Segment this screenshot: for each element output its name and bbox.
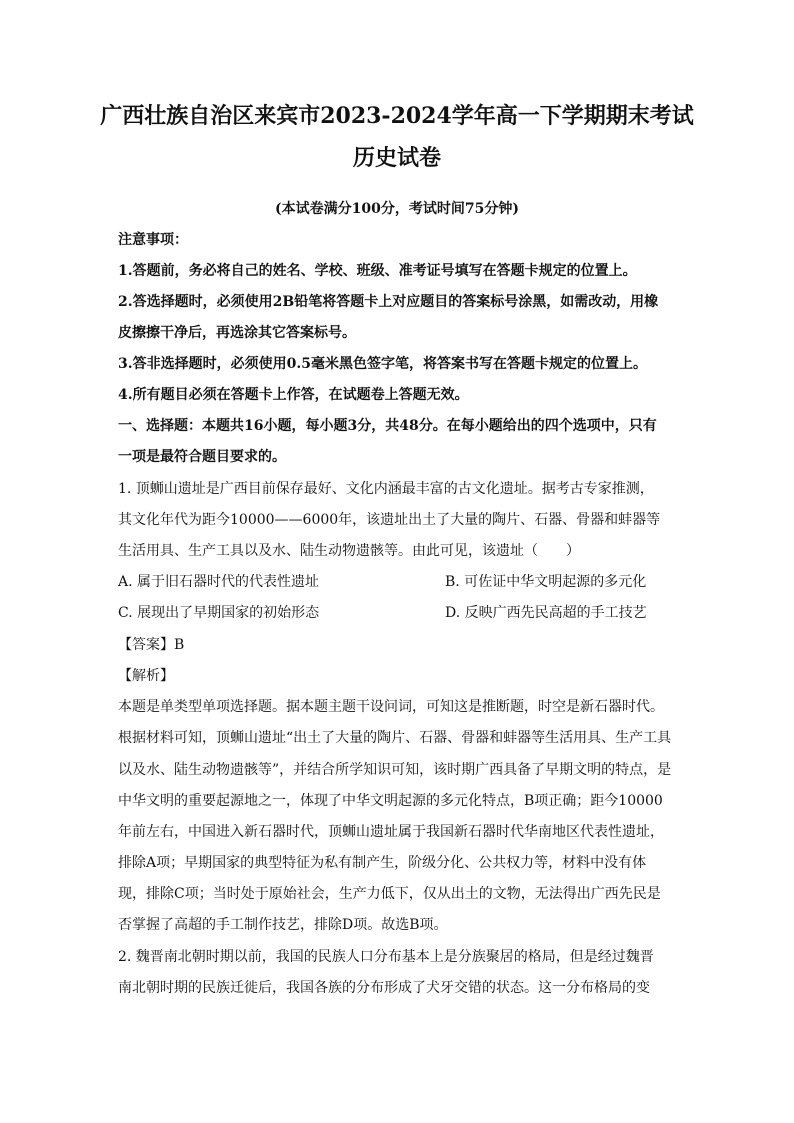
q1-analysis-heading: 【解析】: [118, 668, 174, 684]
q1-option-b: B. 可佐证中华文明起源的多元化: [445, 574, 647, 590]
notice-heading: 注意事项：: [118, 232, 188, 248]
q1-analysis-line: 年前左右，中国进入新石器时代，顶蛳山遗址属于我国新石器时代华南地区代表性遗址，: [118, 824, 664, 840]
q1-analysis-line: 中华文明的重要起源地之一，体现了中华文明起源的多元化特点，B项正确；距今10000: [118, 793, 663, 809]
q1-option-a: A. 属于旧石器时代的代表性遗址: [118, 574, 320, 590]
q1-option-c: C. 展现出了早期国家的初始形态: [118, 605, 320, 621]
notice-item: 2.答选择题时，必须使用2B铅笔将答题卡上对应题目的答案标号涂黑，如需改动，用橡: [118, 294, 659, 310]
q1-analysis-line: 本题是单类型单项选择题。据本题主题干设问词，可知这是推断题，时空是新石器时代。: [118, 699, 664, 715]
q2-stem-line: 南北朝时期的民族迁徙后，我国各族的分布形成了犬牙交错的状态。这一分布格局的变: [118, 980, 650, 996]
q2-stem-line: 2. 魏晋南北朝时期以前，我国的民族人口分布基本上是分族聚居的格局，但是经过魏晋: [118, 949, 654, 965]
notice-item: 3.答非选择题时，必须使用0.5毫米黑色签字笔，将答案书写在答题卡规定的位置上。: [118, 356, 647, 372]
q1-stem-line: 1. 顶蛳山遗址是广西目前保存最好、文化内涵最丰富的古文化遗址。据考古专家推测，: [118, 481, 654, 497]
notice-item: 1.答题前，务必将自己的姓名、学校、班级、准考证号填写在答题卡规定的位置上。: [118, 263, 637, 279]
notice-item-continued: 皮擦擦干净后，再选涂其它答案标号。: [118, 325, 356, 341]
q1-analysis-line: 现，排除C项；当时处于原始社会，生产力低下，仅从出土的文物，无法得出广西先民是: [118, 886, 661, 902]
section-heading: 一、选择题：本题共16小题，每小题3分，共48分。在每小题给出的四个选项中，只有: [118, 418, 657, 434]
section-heading-continued: 一项是最符合题目要求的。: [118, 449, 286, 465]
q1-analysis-line: 以及水、陆生动物遗骸等”，并结合所学知识可知，该时期广西具备了早期文明的特点，是: [118, 762, 672, 778]
exam-title-line1: 广西壮族自治区来宾市2023-2024学年高一下学期期末考试: [100, 103, 694, 129]
q1-analysis-line: 否掌握了高超的手工制作技艺，排除D项。故选B项。: [118, 917, 448, 933]
notice-item: 4.所有题目必须在答题卡上作答，在试题卷上答题无效。: [118, 387, 469, 403]
q1-stem-line: 其文化年代为距今10000——6000年，该遗址出土了大量的陶片、石器、骨器和蚌器等: [118, 512, 661, 528]
q1-option-d: D. 反映广西先民高超的手工技艺: [445, 605, 647, 621]
exam-title-line2: 历史试卷: [352, 145, 441, 171]
q1-analysis-line: 排除A项；早期国家的典型特征为私有制产生，阶级分化、公共权力等，材料中没有体: [118, 855, 647, 871]
q1-answer: 【答案】B: [118, 637, 185, 653]
exam-subtitle: (本试卷满分100分，考试时间75分钟): [275, 201, 519, 217]
q1-analysis-line: 根据材料可知，顶蛳山遗址“出土了大量的陶片、石器、骨器和蚌器等生活用具、生产工具: [118, 730, 672, 746]
q1-stem-line: 生活用具、生产工具以及水、陆生动物遗骸等。由此可见，该遗址（ ）: [118, 543, 580, 559]
